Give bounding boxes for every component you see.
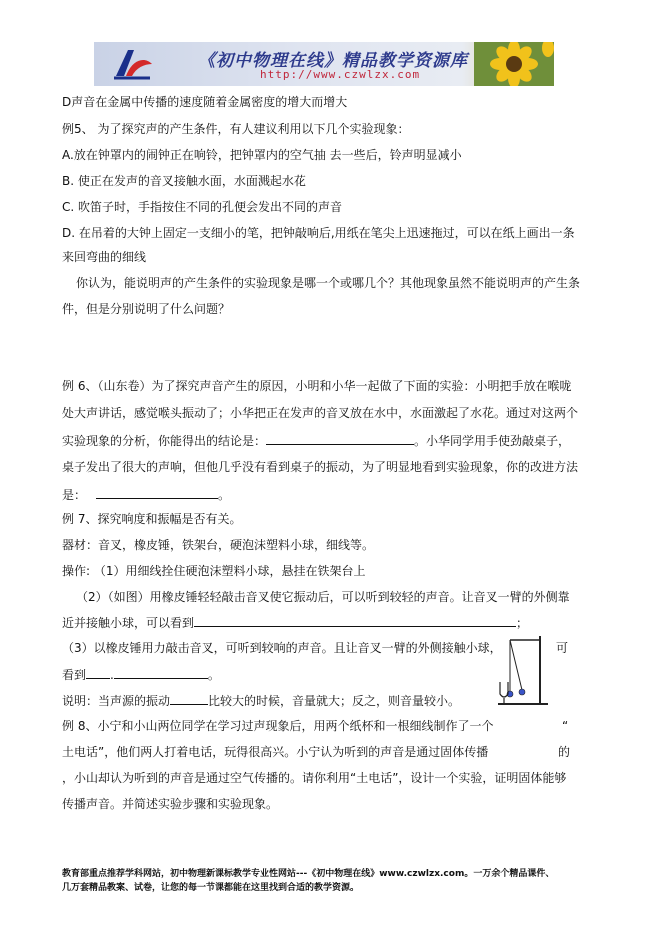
- sunflower-icon: [474, 42, 554, 86]
- example-5-question: 你认为，能说明声的产生条件的实验现象是哪一个或哪几个？其他现象虽然不能说明声的产生条: [76, 276, 581, 290]
- example-8-line-2-end: 的: [558, 745, 571, 759]
- example-5-question-cont: 件，但是分别说明了什么问题？: [62, 302, 231, 316]
- example-5-option-a: A.放在钟罩内的闹钟正在响铃，把钟罩内的空气抽 去一些后，铃声明显减小: [62, 148, 462, 162]
- example-7-step-3-tail: 。: [207, 668, 220, 682]
- example-8-line-3: ，小山却认为听到的声音是通过空气传播的。请你利用“土电话”，设计一个实验，证明固体能够: [62, 771, 567, 785]
- example-5-option-b: B. 使正在发声的音叉接触水面，水面溅起水花: [62, 174, 306, 188]
- footer-line-2: 几万套精品教案、试卷，让您的每一节课都能在这里找到合适的教学资源。: [62, 883, 360, 893]
- example-6-line-4: 桌子发出了很大的声响，但他几乎没有看到桌子的振动，为了明显地看到实验现象，你的改进方法: [62, 460, 579, 474]
- answer-blank-step-3a[interactable]: [86, 666, 110, 679]
- tuning-fork-apparatus-icon: [494, 632, 550, 710]
- example-6-line-3: [62, 432, 570, 449]
- example-7-step-2-tail: ；: [516, 616, 529, 630]
- example-7-equipment: 器材：音叉，橡皮锤，铁架台，硬泡沫塑料小球，细线等。: [62, 538, 375, 552]
- example-5-option-c: C. 吹笛子时，手指按住不同的孔便会发出不同的声音: [62, 200, 343, 214]
- example-6-line-5: [62, 486, 230, 503]
- example-8-line-1: 例 8、小宁和小山两位同学在学习过声现象后，用两个纸杯和一根细线制作了一个: [62, 719, 494, 733]
- answer-blank-conclusion[interactable]: [266, 432, 414, 445]
- header-banner: [94, 42, 554, 86]
- example-5-title: 例5、 为了探究声的产生条件，有人建议利用以下几个实验现象：: [62, 122, 410, 136]
- example-6-line-3-tail: 。小华同学用手使劲敲桌子，: [414, 434, 571, 448]
- example-8-line-1-end: “: [562, 719, 569, 733]
- example-6-prompt: 实验现象的分析，你能得出的结论是：: [62, 434, 267, 448]
- header-url: http://www.czwlzx.com: [260, 68, 421, 81]
- example-7-step-2: （2）（如图）用橡皮锤轻轻敲击音叉使它振动后，可以听到较轻的声音。让音叉一臂的外侧靠: [76, 590, 570, 604]
- example-6-line-2: 处大声讲话，感觉喉头振动了；小华把正在发声的音叉放在水中，水面激起了水花。通过对这两个: [62, 406, 579, 420]
- answer-blank-improvement[interactable]: [96, 486, 218, 499]
- example-7-operation: 操作: （1）用细线拴住硬泡沫塑料小球，悬挂在铁架台上: [62, 564, 366, 578]
- site-logo-icon: [110, 46, 156, 82]
- example-6-line-1: 例 6、（山东卷）为了探究声音产生的原因，小明和小华一起做了下面的实验：小明把手放在喉咙: [62, 379, 572, 393]
- header-title: 《初中物理在线》精品教学资源库: [198, 51, 468, 71]
- example-7-step-3-prompt: 看到: [62, 668, 87, 682]
- example-5-option-d-cont: 来回弯曲的细线: [62, 250, 147, 264]
- example-5-option-d: D. 在吊着的大钟上固定一支细小的笔，把钟敲响后,用纸在笔尖上迅速拖过，可以在纸上画出一条: [62, 226, 575, 240]
- answer-blank-step-3b[interactable]: [114, 666, 208, 679]
- footer-line-1: 教育部重点推荐学科网站，初中物理新课标教学专业性网站---《初中物理在线》www.czwlzx.com。一万余个精品课件、: [62, 869, 555, 879]
- example-7-step-2-cont: [62, 614, 528, 631]
- example-7-step-3: （3）以橡皮锤用力敲击音叉，可听到较响的声音。且让音叉一臂的外侧接触小球，: [62, 641, 502, 655]
- example-7-title: 例 7、探究响度和振幅是否有关。: [62, 512, 242, 526]
- answer-blank-note[interactable]: [170, 692, 208, 705]
- example-6-line-5-tail: 。: [218, 488, 231, 502]
- example-7-note: [62, 692, 460, 709]
- answer-blank-step-2[interactable]: [194, 614, 516, 627]
- example-8-line-4: 传播声音。并简述实验步骤和实验现象。: [62, 797, 279, 811]
- example-7-step-2-prompt: 近并接触小球，可以看到: [62, 616, 195, 630]
- example-7-step-3-end: 可: [556, 641, 569, 655]
- example-7-note-head: 说明：当声源的振动: [62, 694, 171, 708]
- example-6-line-5-head: 是：: [62, 488, 87, 502]
- example-8-line-2: 土电话”，他们两人打着电话，玩得很高兴。小宁认为听到的声音是通过固体传播: [62, 745, 489, 759]
- example-7-note-tail: 比较大的时候，音量就大；反之，则音量较小。: [208, 694, 461, 708]
- example-7-step-3-cont: 看到 . 。: [62, 668, 220, 682]
- option-d-line: D声音在金属中传播的速度随着金属密度的增大而增大: [62, 95, 348, 109]
